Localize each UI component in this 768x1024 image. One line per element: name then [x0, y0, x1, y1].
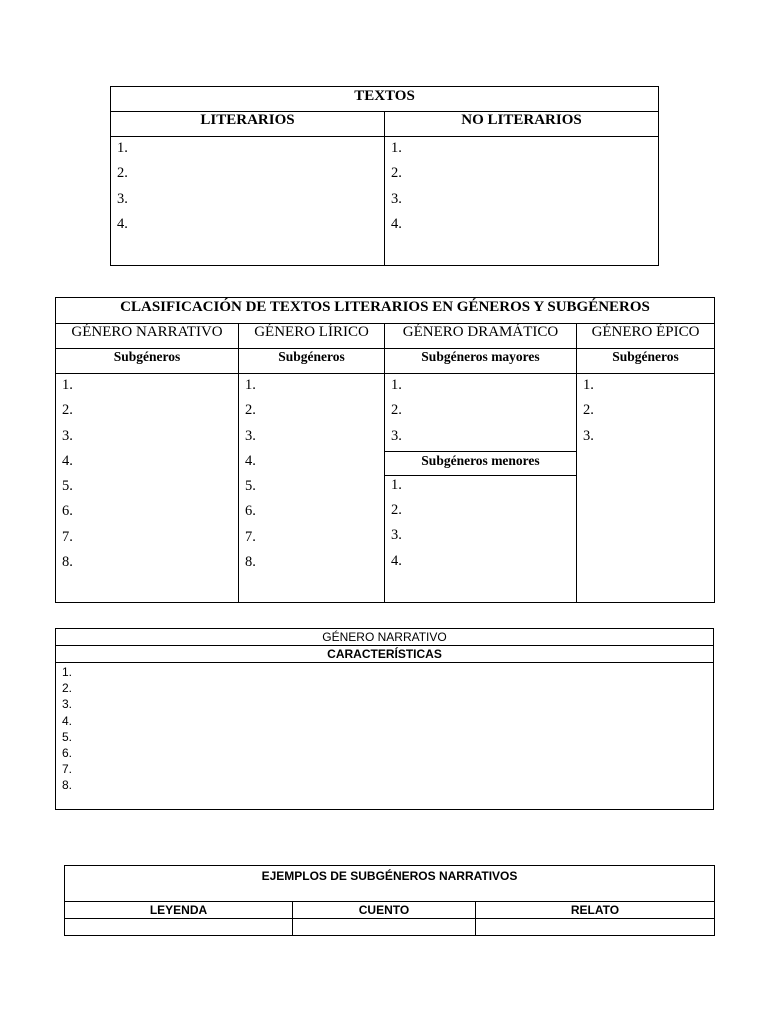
- list-item: 1.: [391, 140, 402, 156]
- genre-dramatico: GÉNERO DRAMÁTICO: [385, 324, 577, 349]
- subheader-epico: Subgéneros: [577, 349, 715, 374]
- list-item: 4.: [117, 215, 128, 232]
- subheader-lirico: Subgéneros: [239, 349, 385, 374]
- list-item: 5.: [62, 729, 73, 744]
- epico-list: [577, 374, 715, 603]
- no-literarios-list: [385, 137, 659, 266]
- list-item: 3.: [245, 427, 256, 444]
- narrativo-subtitle: CARACTERÍSTICAS: [56, 646, 714, 663]
- list-item: 4.: [391, 215, 402, 232]
- list-item: 2.: [117, 165, 128, 182]
- clasificacion-title: CLASIFICACIÓN DE TEXTOS LITERARIOS EN GÉNEROS Y SUBGÉNEROS: [56, 298, 715, 324]
- ejemplos-table: [64, 865, 715, 936]
- list-item: 1.: [391, 377, 402, 393]
- subheader-dramatico: Subgéneros mayores: [385, 349, 577, 374]
- list-item: 2.: [62, 402, 73, 419]
- list-item: 7.: [62, 762, 73, 777]
- subheader-narrativo: Subgéneros: [56, 349, 239, 374]
- list-item: 3.: [391, 190, 402, 207]
- col-cuento: CUENTO: [293, 902, 476, 919]
- list-item: 2.: [245, 402, 256, 419]
- genre-epico: GÉNERO ÉPICO: [577, 324, 715, 349]
- list-item: 3.: [391, 527, 402, 544]
- col-literarios: LITERARIOS: [111, 112, 385, 137]
- col-no-literarios: NO LITERARIOS: [385, 112, 659, 137]
- list-item: 2.: [583, 402, 594, 419]
- list-item: 3.: [583, 427, 594, 444]
- list-item: 1.: [62, 377, 73, 393]
- caracteristicas-list: [56, 663, 714, 810]
- list-item: 8.: [62, 554, 73, 571]
- genre-lirico: GÉNERO LÍRICO: [239, 324, 385, 349]
- lirico-list: [239, 374, 385, 603]
- list-item: 1.: [391, 476, 402, 493]
- list-item: 5.: [62, 478, 73, 495]
- list-item: 2.: [391, 402, 402, 419]
- subheader-menores: Subgéneros menores: [385, 451, 576, 476]
- col-relato: RELATO: [476, 902, 715, 919]
- leyenda-cell[interactable]: [65, 919, 293, 936]
- list-item: 7.: [245, 528, 256, 545]
- list-item: 8.: [245, 554, 256, 571]
- list-item: 7.: [62, 528, 73, 545]
- list-item: 1.: [583, 377, 594, 393]
- list-item: 1.: [62, 665, 73, 679]
- list-item: 3.: [62, 427, 73, 444]
- list-item: 3.: [62, 697, 73, 712]
- ejemplos-title: EJEMPLOS DE SUBGÉNEROS NARRATIVOS: [65, 866, 715, 902]
- dramatico-mayores-list: [385, 374, 576, 452]
- cuento-cell[interactable]: [293, 919, 476, 936]
- list-item: 8.: [62, 778, 73, 793]
- list-item: 5.: [245, 478, 256, 495]
- textos-title: TEXTOS: [111, 87, 659, 112]
- literarios-list: [111, 137, 385, 266]
- dramatico-menores-list: [385, 476, 576, 577]
- list-item: 2.: [391, 165, 402, 182]
- list-item: 4.: [245, 452, 256, 469]
- list-item: 6.: [62, 745, 73, 760]
- list-item: 4.: [391, 552, 402, 569]
- list-item: 6.: [62, 503, 73, 520]
- list-item: 1.: [245, 377, 256, 393]
- list-item: 6.: [245, 503, 256, 520]
- narrativo-list: [56, 374, 239, 603]
- textos-table: [110, 86, 659, 266]
- relato-cell[interactable]: [476, 919, 715, 936]
- list-item: 3.: [391, 427, 402, 444]
- narrativo-title: GÉNERO NARRATIVO: [56, 629, 714, 646]
- list-item: 4.: [62, 713, 73, 728]
- dramatico-cell: [385, 374, 577, 603]
- list-item: 1.: [117, 140, 128, 156]
- list-item: 2.: [62, 681, 73, 696]
- list-item: 3.: [117, 190, 128, 207]
- clasificacion-table: [55, 297, 715, 603]
- list-item: 4.: [62, 452, 73, 469]
- list-item: 2.: [391, 502, 402, 519]
- genre-narrativo: GÉNERO NARRATIVO: [56, 324, 239, 349]
- col-leyenda: LEYENDA: [65, 902, 293, 919]
- narrativo-table: [55, 628, 714, 810]
